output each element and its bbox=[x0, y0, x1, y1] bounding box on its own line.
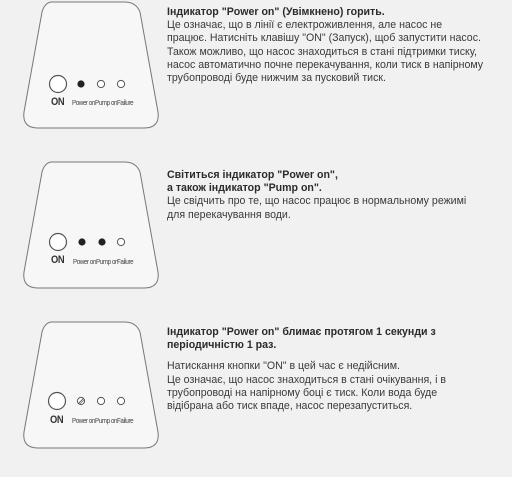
pump-control-panel bbox=[0, 160, 170, 300]
description-3 bbox=[167, 326, 505, 413]
description-line: Це означає, що насос знаходиться в стані очікування, і в bbox=[167, 373, 446, 386]
panel-outline bbox=[0, 160, 170, 300]
spacer bbox=[167, 352, 505, 360]
on-button[interactable] bbox=[50, 234, 67, 251]
description-line: відібрана або тиск впаде, насос перезапуститься. bbox=[167, 400, 413, 413]
pump-on-label: Pump on bbox=[96, 257, 119, 266]
pump-on-indicator bbox=[97, 80, 104, 87]
pump-on-indicator bbox=[97, 397, 104, 404]
pump-control-panel bbox=[0, 320, 170, 460]
description-line: працює. Натисніть клавішу "ON" (Запуск), щоб запустити насос. bbox=[167, 32, 481, 45]
description-title: Індикатор "Power on" bbox=[167, 6, 280, 18]
description-2 bbox=[167, 169, 505, 222]
on-label: ON bbox=[50, 414, 64, 426]
description-line: Натискання кнопки "ON" в цей час є недійсним. bbox=[167, 360, 401, 373]
on-button[interactable] bbox=[50, 76, 67, 93]
description-line: Також можливо, що насос знаходиться в стані підтримки тиску, bbox=[167, 45, 477, 58]
pump-on-label: Pump on bbox=[95, 416, 118, 425]
description-title: періодичністю 1 раз. bbox=[167, 339, 277, 352]
power-on-label: Power on bbox=[72, 416, 96, 425]
failure-label: Failure bbox=[117, 98, 134, 107]
description-title: Індикатор "Power on" блимає протягом 1 секунди з bbox=[167, 326, 436, 338]
power-on-indicator bbox=[78, 238, 85, 245]
description-title: а також індикатор "Pump on". bbox=[167, 182, 322, 195]
description-line: Це означає, що в лінії є електроживлення, але насос не bbox=[167, 19, 443, 32]
description-line: трубопроводі на напірному боці є тиск. Коли вода буде bbox=[167, 386, 438, 399]
description-line: трубопроводі буде нижчим за пусковий тиск. bbox=[167, 72, 386, 85]
description-line: насос автоматично почне перекачування, коли тиск в напірному bbox=[167, 58, 484, 71]
failure-indicator bbox=[117, 238, 124, 245]
failure-indicator bbox=[117, 397, 124, 404]
panel-outline bbox=[0, 320, 170, 460]
pump-on-label: Pump on bbox=[95, 98, 118, 107]
on-label: ON bbox=[51, 96, 65, 108]
failure-label: Failure bbox=[117, 257, 134, 266]
description-line: Це свідчить про те, що насос працює в нормальному режимі bbox=[167, 195, 467, 208]
power-on-indicator bbox=[77, 80, 84, 87]
description-title-rest: (Увімкнено) горить. bbox=[279, 6, 385, 18]
description-line: для перекачування води. bbox=[167, 208, 291, 221]
power-on-label: Power on bbox=[72, 98, 96, 107]
panel-outline bbox=[0, 0, 170, 140]
failure-indicator bbox=[117, 80, 124, 87]
power-on-label: Power on bbox=[73, 257, 97, 266]
description-title: Світиться індикатор "Power on", bbox=[167, 169, 338, 181]
description-1 bbox=[167, 6, 505, 85]
pump-control-panel bbox=[0, 0, 170, 140]
on-button[interactable] bbox=[49, 393, 66, 410]
failure-label: Failure bbox=[117, 416, 134, 425]
power-on-indicator-blinking bbox=[77, 397, 84, 404]
on-label: ON bbox=[51, 254, 65, 266]
pump-on-indicator bbox=[98, 238, 105, 245]
